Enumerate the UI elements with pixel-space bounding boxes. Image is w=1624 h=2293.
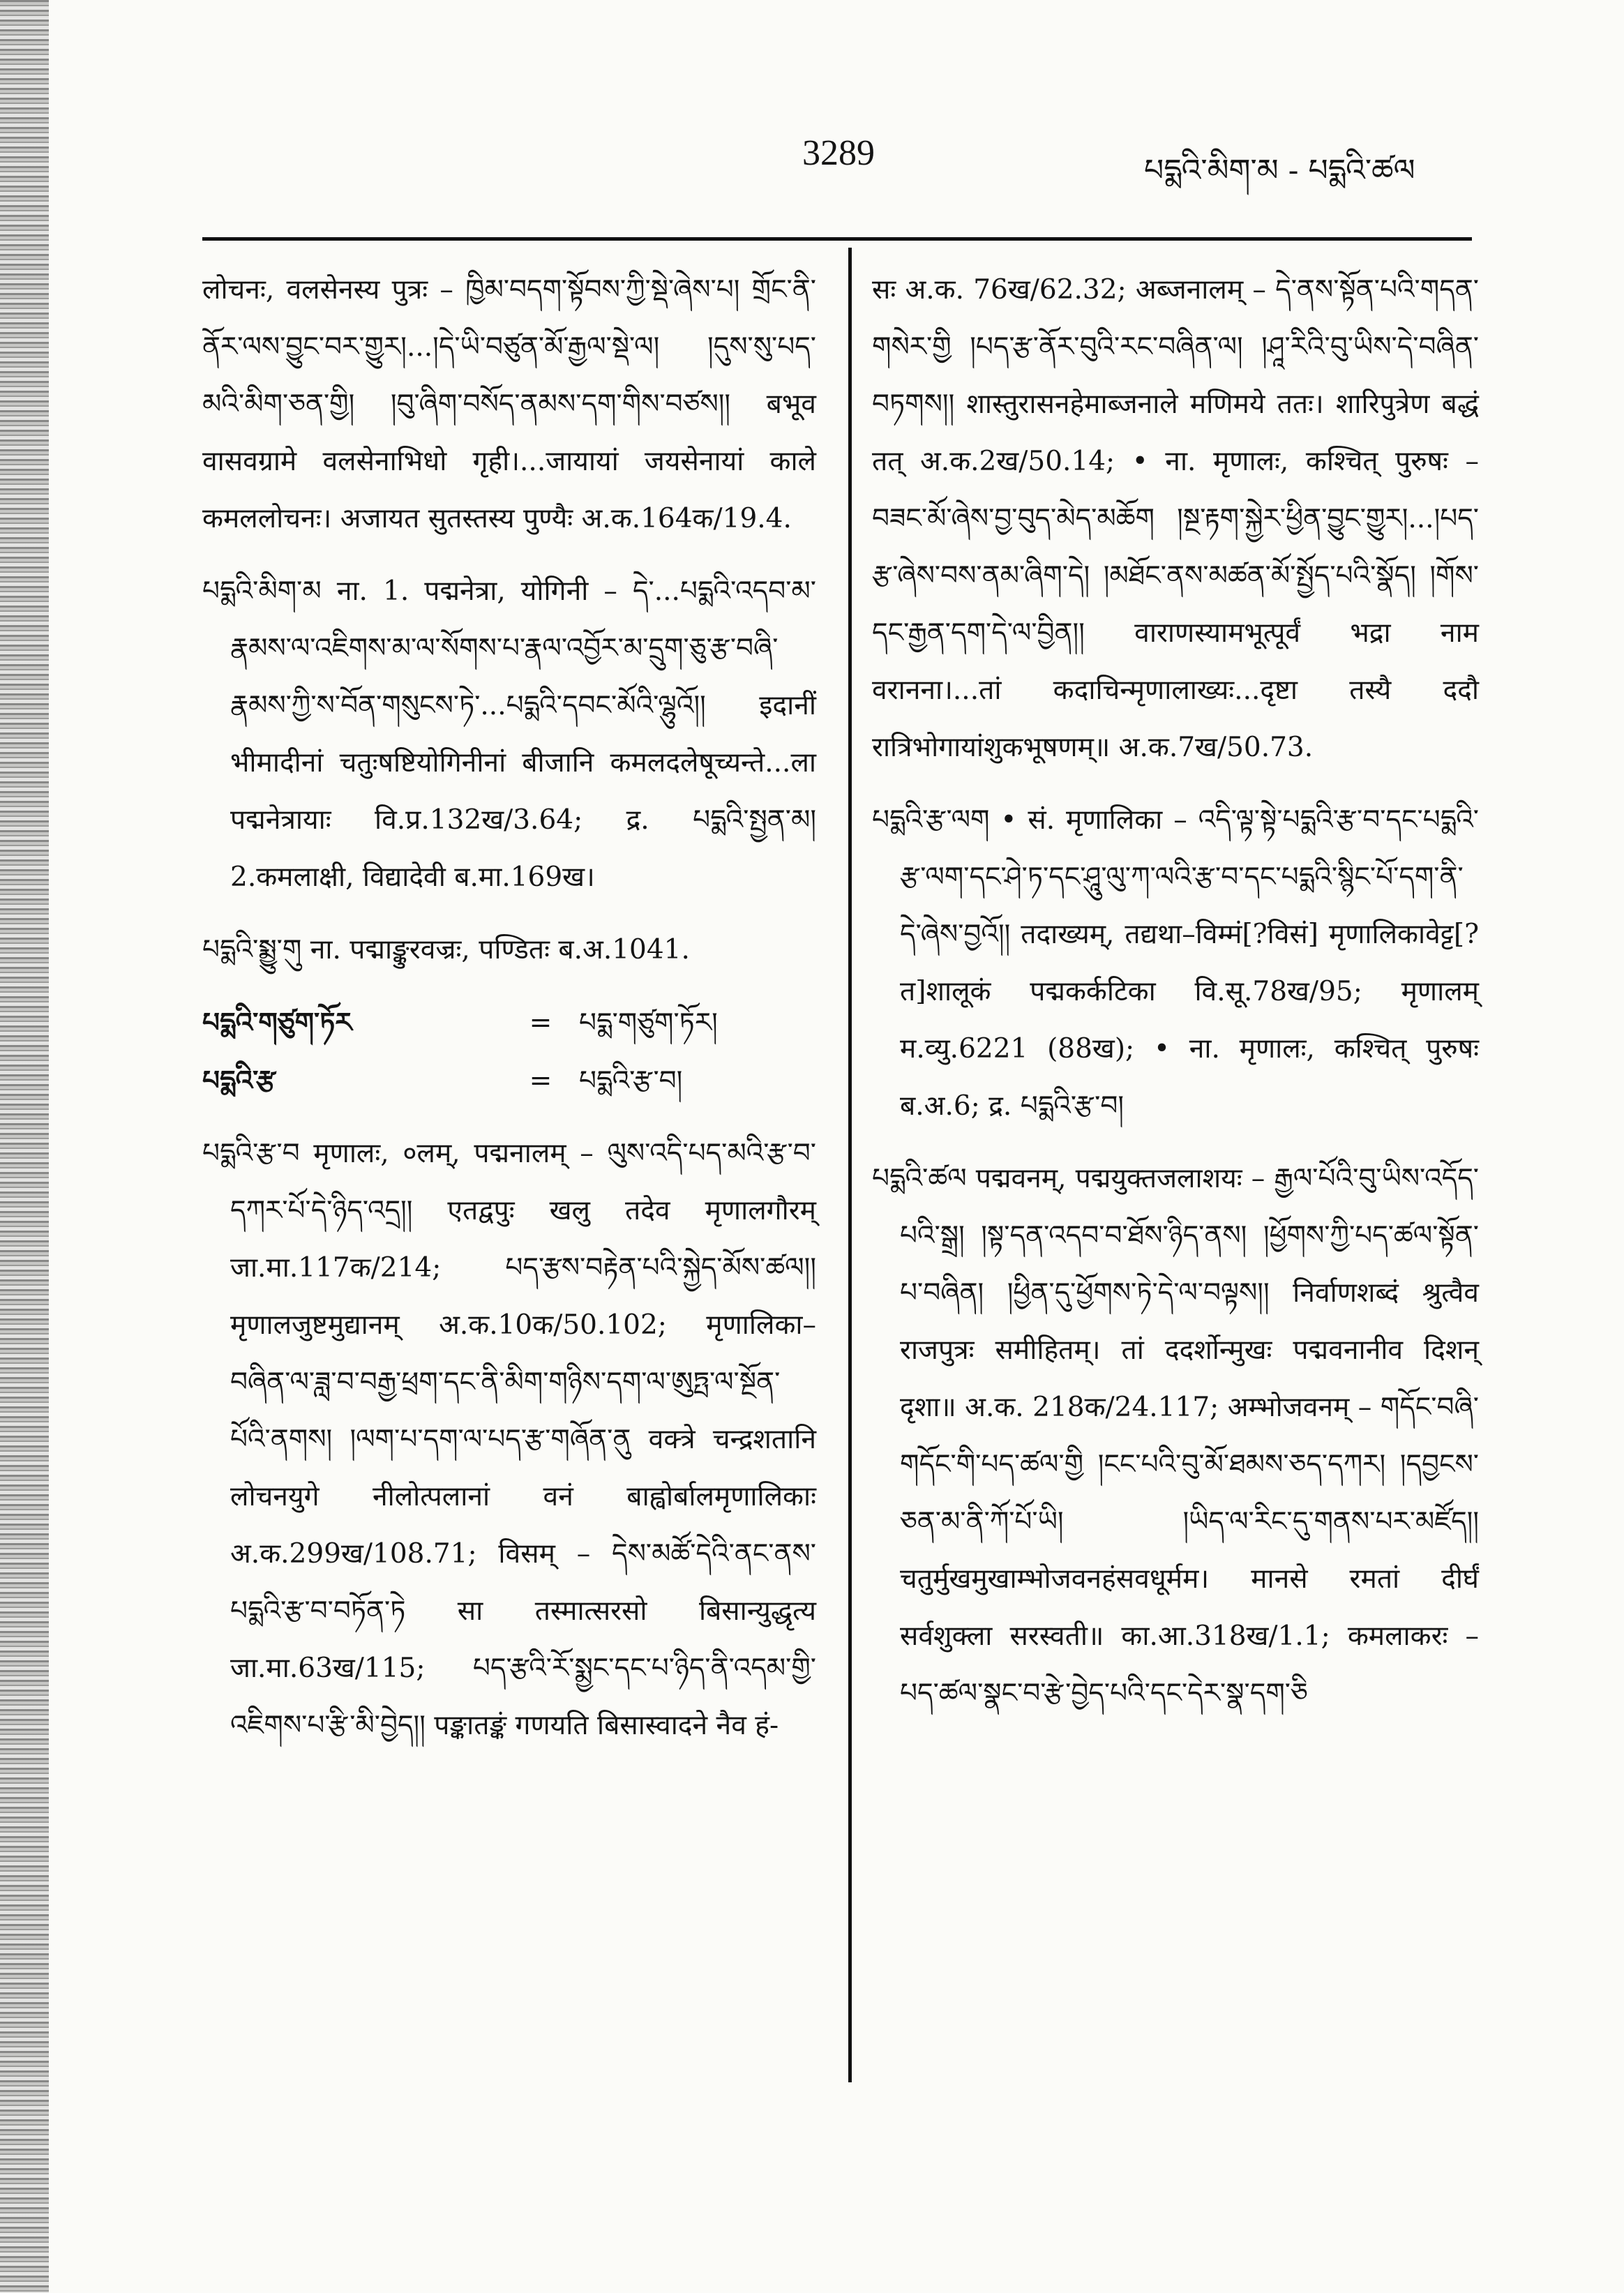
page-number: 3289 [802,133,875,173]
entry-continuation: लोचनः, वलसेनस्य पुत्रः – ཁྱིམ་བདག་སྟོབས་ཀྱི་སྡེ་ཞེས་པ། གྲོང་ནི་ནོར་ལས་བྱུང་བར་གྱུར།...།དེ་ཡི་བཙུན་མོ་རྒྱལ་སྡེ་ལ། །དུས་སུ་པད་མའི་མིག་ཅན་གྱི། །བུ་ཞིག་བསོད་ནམས་དག་གིས་བཙས།། बभूव वासवग्रामे वलसेनाभिधो गृही।...जायायां जयसेनायां काले कमललोचनः। अजायत सुतस्तस्य पुण्यैः अ.क.164क/19.4. [202,274,816,534]
xref-value: པདྨའི་རྩ་བ། [579,1065,683,1097]
column-divider [848,248,852,2082]
dictionary-entry: པདྨའི་རྩ་ལག • सं. मृणालिका – འདི་ལྟ་སྟེ་པདྨའི་རྩ་བ་དང་པདྨའི་རྩ་ལག་དང་ཤེ་ཏ་དང་ཤཱུ་ལུ་ཀ་ལའི་རྩ་བ་དང་པདྨའི་སྙིང་པོ་དག་ནི་དེ་ཞེས་བྱའོ།། तदाख्यम्, तद्यथा–विम्मं[?विसं] मृणालिकावेट्ट[?त]शालूकं पद्मकर्कटिका वि.सू.78ख/95; मृणालम् म.व्यु.6221 (88ख); • ना. मृणालः, कश्चित् पुरुषः ब.अ.6; द्र. པདྨའི་རྩ་བ། [872,804,1479,1122]
xref-equals: = [529,1007,552,1039]
scan-edge [0,0,49,2293]
cross-reference-list [202,994,816,1110]
dictionary-entry: པདྨའི་སྨྱུ་གུ ना. पद्माङ्कुरवज्रः, पण्डितः ब.अ.1041. [202,934,690,965]
cross-reference-row [202,994,816,1052]
entry-continuation: सः अ.क. 76ख/62.32; अब्जनालम् – དེ་ནས་སྟོན་པའི་གདན་གསེར་གྱི །པད་རྩ་ནོར་བུའི་རང་བཞིན་ལ། །ཤཱ་རིའི་བུ་ཡིས་དེ་བཞིན་བཏགས།། शास्तुरासनहेमाब्जनाले मणिमये ततः। शारिपुत्रेण बद्धं तत् अ.क.2ख/50.14; • ना. मृणालः, कश्चित् पुरुषः – བཟང་མོ་ཞེས་བྱ་བུད་མེད་མཆོག །སྔ་རྟག་སྐྱེར་ཕྱིན་བྱུང་གྱུར།...།པད་རྩ་ཞེས་བས་ནམ་ཞིག་དེ། །མཐོང་ནས་མཚན་མོ་སྤྱོད་པའི་སྣོད། །གོས་དང་རྒྱན་དག་དེ་ལ་བྱིན།། वाराणस्यामभूत्पूर्वं भद्रा नाम वरानना।...तां कदाचिन्मृणालाख्यः...दृष्टा तस्यै ददौ रात्रिभोगायांशुकभूषणम्॥ अ.क.7ख/50.73. [872,274,1479,763]
xref-equals: = [529,1065,552,1097]
dictionary-entry: པདྨའི་ཚལ पद्मवनम्, पद्मयुक्तजलाशयः – རྒྱལ་པོའི་བུ་ཡིས་འདོད་པའི་སྒྲ། །སྟ་དན་འདབ་བ་ཐོས་ཉིད་ནས། །ཕྱོགས་ཀྱི་པད་ཚལ་སྟོན་པ་བཞིན། །ཕྱིན་དུ་ཕྱོགས་ཏེ་དེ་ལ་བལྟས།། निर्वाणशब्दं श्रुत्वैव राजपुत्रः समीहितम्। तां ददर्शोन्मुखः पद्मवनानीव दिशन् दृशा॥ अ.क. 218क/24.117; अम्भोजवनम् – གདོང་བཞི་གདོང་གི་པད་ཚལ་གྱི །ངང་པའི་བུ་མོ་ཐམས་ཅད་དཀར། །དབྱངས་ཅན་མ་ནི་ཀོ་པོ་ཡི། །ཡིད་ལ་རིང་དུ་གནས་པར་མཛོད།། चतुर्मुखमुखाम्भोजवनहंसवधूर्मम। मानसे रमतां दीर्घं सर्वशुक्ला सरस्वती॥ का.आ.318ख/1.1; कमलाकरः – པད་ཚལ་སྣང་བ་རྩེ་བྱེད་པའི་དང་དེར་སྣ་དག་ཅི [872,1163,1479,1709]
dictionary-entry: པདྨའི་མིག་མ ना. 1. पद्मनेत्रा, योगिनी – དེ་...པདྨའི་འདབ་མ་རྣམས་ལ་འཇིགས་མ་ལ་སོགས་པ་རྣལ་འབྱོར་མ་དྲུག་ཅུ་རྩ་བཞི་རྣམས་ཀྱི་ས་བོན་གསུངས་ཏེ་...པདྨའི་དབང་མོའི་ལྷུའོ།། इदानीं भीमादीनां चतुःषष्टियोगिनीनां बीजानि कमलदलेषूच्यन्ते...ला पद्मनेत्रायाः वि.प्र.132ख/3.64; द्र. པདྨའི་སྤྱན་མ། 2.कमलाक्षी, विद्यादेवी ब.मा.169ख। [202,576,816,893]
cross-reference-row [202,1052,816,1110]
xref-term: པདྨའི་གཙུག་ཏོར [202,1007,352,1039]
left-column [202,262,816,1770]
right-column [872,262,1479,1738]
xref-value: པདྨ་གཙུག་ཏོར། [579,1007,718,1039]
running-head: པདྨའི་མིག་མ - པདྨའི་ཚལ [1144,153,1415,188]
dictionary-entry: པདྨའི་རྩ་བ मृणालः, ०लम्, पद्मनालम् – ལུས་འདི་པད་མའི་རྩ་བ་དཀར་པོ་དེ་ཉིད་འདྲ།། एतद्वपुः खलु तदेव मृणालगौरम् जा.मा.117क/214; པད་རྩས་བརྟེན་པའི་སྐྱེད་མོས་ཚལ།། मृणालजुष्टमुद्यानम् अ.क.10क/50.102; मृणालिका– བཞིན་ལ་ཟླ་བ་བརྒྱ་ཕྲག་དང་ནི་མིག་གཉིས་དག་ལ་ཨུཏྤ་ལ་སྔོན་པོའི་ནགས། །ལག་པ་དག་ལ་པད་རྩ་གཞོན་ནུ वक्त्रे चन्द्रशतानि लोचनयुगे नीलोत्पलानां वनं बाह्वोर्बालमृणालिकाः अ.क.299ख/108.71; विसम् – དེས་མཚོ་དེའི་ནང་ནས་པདྨའི་རྩ་བ་བཏོན་ཏེ सा तस्मात्सरसो बिसान्युद्धृत्य जा.मा.63ख/115; པད་རྩའི་རོ་སྨྱང་དང་པ་ཉིད་ནི་འདམ་གྱི་འཇིགས་པ་རྩི་མི་བྱེད།། पङ्कातङ्कं गणयति बिसास्वादने नैव हं- [202,1138,816,1741]
xref-term: པདྨའི་རྩ [202,1065,276,1097]
header-rule [202,237,1472,241]
